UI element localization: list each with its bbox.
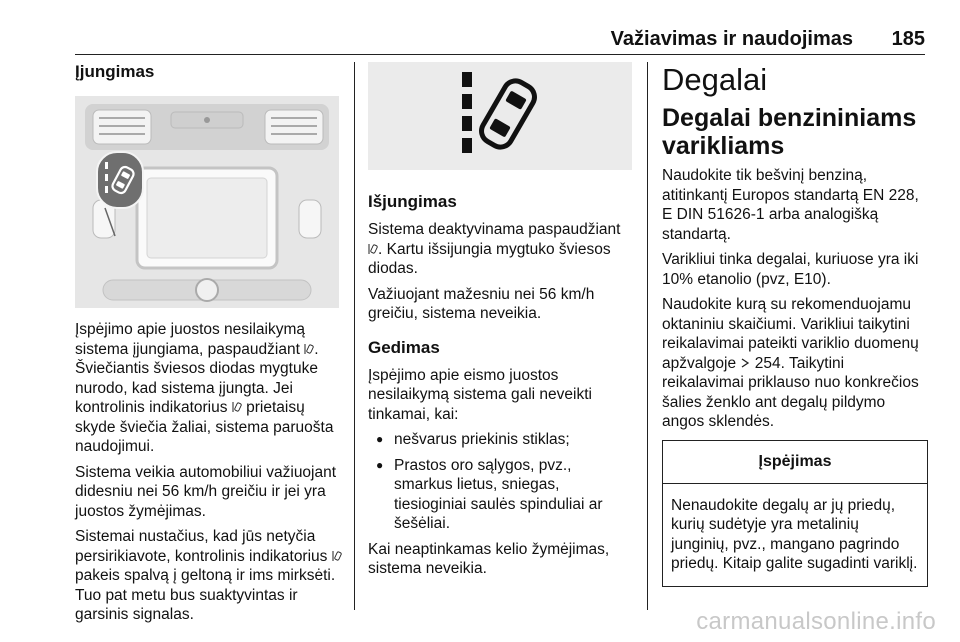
no-marking-text: Kai neaptinkamas kelio žymėjimas, sistema neveikia. [368,540,610,577]
octane-text: Naudokite kurą su rekomenduojamu oktaniniu skaičiumi. Varikliui taikytini reikalavimai pateikti variklio duomenų apžvalgoje 254. Taikytini reikalavimai priklauso nuo konkrečios šalies ženklo ant degalų pildymo angos sklendės. [662,296,919,430]
page-header [75,26,925,55]
list-item: ● Prastos oro sąlygos, pvz., smarkus lietus, sniegas, tiesioginiai saulės spinduliai ar šešėliai. [368,456,633,534]
low-speed-text: Važiuojant mažesniu nei 56 km/h greičiu, sistema neveikia. [368,285,595,322]
section-title: Važiavimas ir naudojimas [610,28,853,50]
lane-departure-button-illustration [368,62,632,170]
column-left [75,62,345,625]
watermark: carmanualsonline.info [696,608,936,635]
column-right [662,62,928,587]
heading-activation: Įjungimas [75,62,155,81]
lane-departure-icon [368,243,378,255]
page-reference: 254 [754,354,781,372]
heading-petrol-engines: Degalai benzininiams varikliams [662,104,917,160]
dashboard-illustration [75,96,339,308]
ethanol-text: Varikliui tinka degalai, kuriuose yra iki 10% etanolio (pvz, E10). [662,251,919,288]
lane-departure-icon [304,343,314,355]
fault-intro-text: Įspėjimo apie eismo juostos nesilaikymą sistema gali neveikti tinkamai, kai: [368,366,592,423]
list-item: ● nešvarus priekinis stiklas; [368,430,633,450]
lane-departure-icon [332,550,342,562]
column-divider [647,62,648,610]
deactivation-text: Sistema deaktyvinama paspaudžiant . Kartu išsijungia mygtuko šviesos diodas. [368,221,621,277]
heading-fuel: Degalai [662,62,768,97]
lane-departure-icon [368,62,632,170]
heading-fault: Gedimas [368,337,440,357]
column-middle [368,62,633,579]
warning-heading: Įspėjimas [663,441,927,484]
lane-departure-icon [232,401,242,413]
fault-list [368,430,633,534]
fuel-standard-text: Naudokite tik bešvinį benziną, atitinkantį Europos standartą EN 228, E DIN 51626-1 arba analogišką standartą. [662,167,919,243]
reference-arrow-icon [740,357,750,369]
warning-behavior-text: Sistemai nustačius, kad jūs netyčia persirikiavote, kontrolinis indikatorius pakeis spalvą į geltoną ir ims mirksėti. Tuo pat metu bus suaktyvintas ir garsinis signalas. [75,527,345,625]
column-divider [354,62,355,610]
dashboard-image [75,96,339,308]
heading-deactivation: Išjungimas [368,192,457,211]
warning-text: Nenaudokite degalų ar jų priedų, kurių sudėtyje yra metalinių junginių, pvz., mangano pagrindo priedų. Kitaip galite sugadinti variklį. [671,496,918,572]
activation-text: Įspėjimo apie juostos nesilaikymą sistema įjungiama, paspaudžiant . Šviečiantis šviesos diodas mygtuke nurodo, kad sistema įjungta. Jei kontrolinis indikatorius prietaisų skyde šviečia žaliai, sistema paruošta naudojimui. [75,321,334,455]
warning-box [662,440,928,587]
page-number: 185 [891,28,925,50]
operation-text: Sistema veikia automobiliui važiuojant didesniu nei 56 km/h greičiu ir jei yra juostos žymėjimas. [75,463,337,520]
